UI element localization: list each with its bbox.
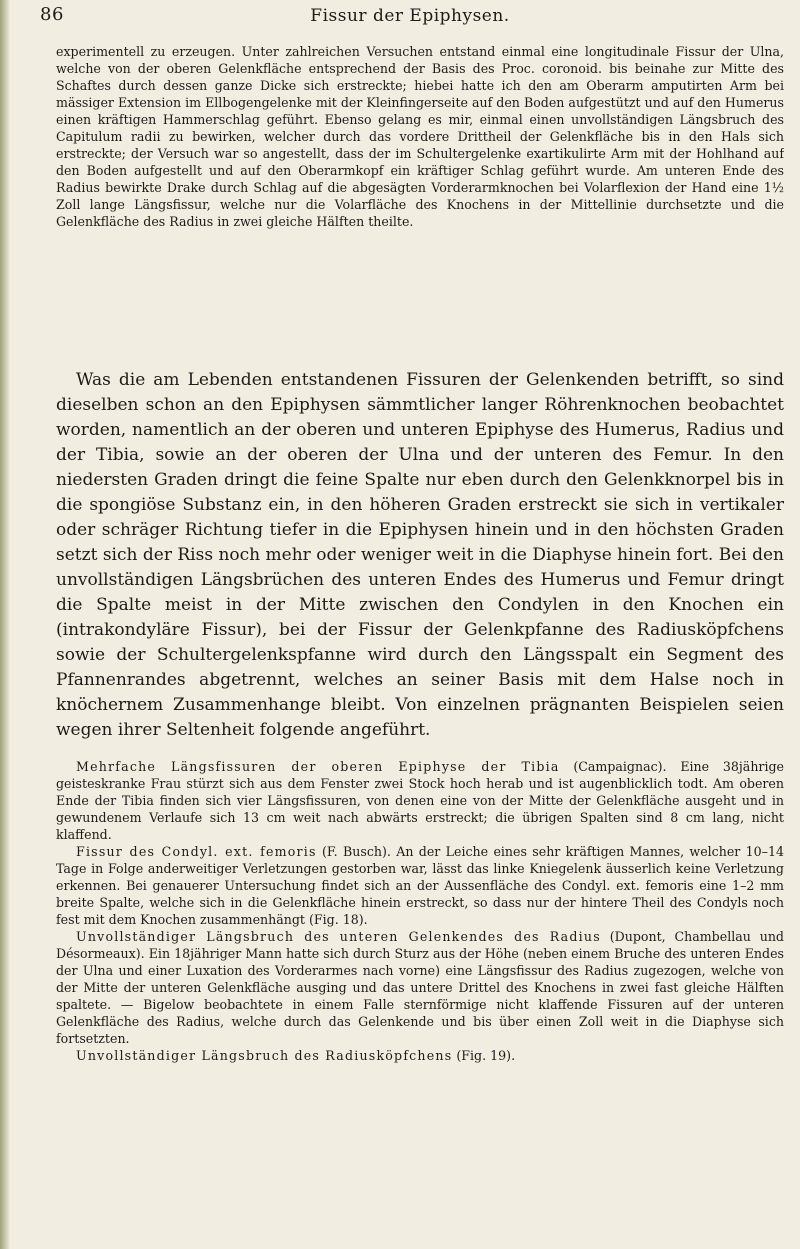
- case-text: (F. Busch). An der Leiche eines sehr kräftigen Mannes, welcher 10–14 Tage in Folge anderweitiger Verletzungen gestorben war, lässt das linke Kniegelenk äusserlich keine Verletzung erkennen. Bei genauerer Untersuchung findet sich an der Aussenfläche des Condyl. ext. femoris eine 1–2 mm breite Spalte, welche sich in die Gelenkfläche hinein erstreckt, so dass nur der hintere Theil des Condyls noch fest mit dem Knochen zusammenhängt (Fig. 18).: [56, 844, 784, 927]
- case-list: [56, 758, 784, 1246]
- case-text: (Dupont, Chambellau und Désormeaux). Ein 18jähriger Mann hatte sich durch Sturz aus der Höhe (neben einem Bruche des unteren Endes der Ulna und einer Luxation des Vorderarmes nach vorne) eine Längsfissur des Radius zugezogen, welche von der Mitte der unteren Gelenkfläche ausging und das untere Drittel des Knochens in zwei fast gleiche Hälften spaltete. — Bigelow beobachtete in einem Falle sternförmige nicht klaffende Fissuren auf der unteren Gelenkfläche des Radius, welche durch das Gelenkende und bis über einen Zoll weit in die Diaphyse sich fortsetzten.: [56, 929, 784, 1046]
- running-title: Fissur der Epiphysen.: [310, 6, 510, 26]
- case-item: [56, 758, 784, 843]
- page-edge-shadow: [0, 0, 10, 1249]
- case-title: Unvollständiger Längsbruch des Radiusköpfchens: [76, 1048, 453, 1063]
- case-title: Unvollständiger Längsbruch des unteren Gelenkendes des Radius: [76, 929, 601, 944]
- case-item: [56, 928, 784, 1047]
- case-title: Mehrfache Längsfissuren der oberen Epiphyse der Tibia: [76, 759, 560, 774]
- case-text: (Campaignac). Eine 38jährige geisteskranke Frau stürzt sich aus dem Fenster zwei Stock hoch herab und ist augenblicklich todt. Am oberen Ende der Tibia finden sich vier Längsfissuren, von denen eine von der Mitte der Gelenkfläche ausgeht und in gewundenem Verlaufe sich 13 cm weit nach abwärts erstreckt; die übrigen Spalten sind 8 cm lang, nicht klaffend.: [56, 759, 784, 842]
- case-text: (Fig. 19).: [452, 1048, 516, 1063]
- case-title: Fissur des Condyl. ext. femoris: [76, 844, 317, 859]
- intro-paragraph: experimentell zu erzeugen. Unter zahlreichen Versuchen entstand einmal eine longitudinale Fissur der Ulna, welche von der oberen Gelenkfläche entsprechend der Basis des Proc. coronoid. bis beinahe zur Mitte des Schaftes durch dessen ganze Dicke sich erstreckte; hiebei hatte ich den am Oberarm amputirten Arm bei mässiger Extension im Ellbogengelenke mit der Kleinfingerseite auf den Boden aufgestützt und auf den Humerus einen kräftigen Hammerschlag geführt. Ebenso gelang es mir, einmal einen unvollständigen Längsbruch des Capitulum radii zu bewirken, welcher durch das vordere Drittheil der Gelenkfläche bis in den Hals sich erstreckte; der Versuch war so angestellt, dass der im Schultergelenke exartikulirte Arm mit der Hohlhand auf den Boden aufgestellt und auf den Oberarmkopf ein kräftiger Schlag geführt wurde. Am unteren Ende des Radius bewirkte Drake durch Schlag auf die abgesägten Vorderarmknochen bei Volarflexion der Hand eine 1½ Zoll lange Längsfissur, welche nur die Volarfläche des Knochens in der Mittellinie durchsetzte und die Gelenkfläche des Radius in zwei gleiche Hälften theilte.: [56, 44, 784, 229]
- case-item: [56, 1047, 784, 1064]
- main-paragraph: Was die am Lebenden entstandenen Fissuren der Gelenkenden betrifft, so sind dieselben schon an den Epiphysen sämmtlicher langer Röhrenknochen beobachtet worden, namentlich an der oberen und unteren Epiphyse des Humerus, Radius und der Tibia, sowie an der oberen der Ulna und der unteren des Femur. In den niedersten Graden dringt die feine Spalte nur eben durch den Gelenkknorpel bis in die spongiöse Substanz ein, in den höheren Graden erstreckt sie sich in vertikaler oder schräger Richtung tiefer in die Epiphysen hinein und in den höchsten Graden setzt sich der Riss noch mehr oder weniger weit in die Diaphyse hinein fort. Bei den unvollständigen Längsbrüchen des unteren Endes des Humerus und Femur dringt die Spalte meist in der Mitte zwischen den Condylen in den Knochen ein (intrakondyläre Fissur), bei der Fissur der Gelenkpfanne des Radiusköpfchens sowie der Schultergelenkspfanne wird durch den Längsspalt ein Segment des Pfannenrandes abgetrennt, welches an seiner Basis mit dem Halse noch in knöchernem Zusammenhange bleibt. Von einzelnen prägnanten Beispielen seien wegen ihrer Seltenheit folgende angeführt.: [56, 370, 784, 740]
- page-number: 86: [40, 4, 64, 25]
- case-item: [56, 843, 784, 928]
- page-header: [40, 4, 780, 32]
